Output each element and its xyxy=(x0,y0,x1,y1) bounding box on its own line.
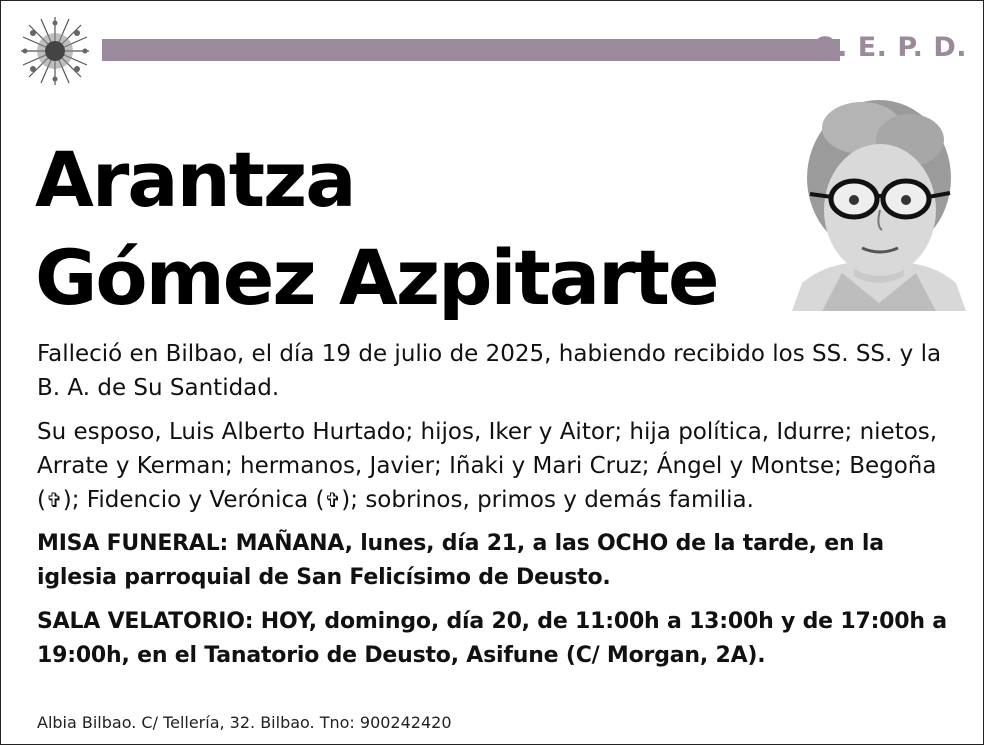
cross-ornament-icon xyxy=(13,13,97,89)
deceased-name xyxy=(35,131,718,327)
death-notice-text: Falleció en Bilbao, el día 19 de julio de 2025, habiendo recibido los SS. SS. y la B. A. de Su Santidad. xyxy=(37,341,942,401)
family-text-part3: ); sobrinos, primos y demás familia. xyxy=(341,487,754,513)
cross-icon: ✞ xyxy=(324,488,342,512)
header-bar xyxy=(102,39,840,61)
wake-room-text: SALA VELATORIO: HOY, domingo, día 20, de 11:00h a 13:00h y de 17:00h a 19:00h, en el Tanatorio de Deusto, Asifune (C/ Morgan, 2A). xyxy=(37,609,947,668)
family-text-part1: Su esposo, Luis Alberto Hurtado; hijos, Iker y Aitor; hija política, Idurre; nietos, Arrate y Kerman; hermanos, Javier; Iñaki y Mari Cruz; Ángel y Montse; Begoña ( xyxy=(37,419,938,513)
portrait-photo xyxy=(792,98,966,311)
qepd-heading: Q. E. P. D. xyxy=(813,32,967,63)
family-text xyxy=(37,415,957,517)
cross-icon: ✞ xyxy=(45,488,63,512)
family-text-part2: ); Fidencio y Verónica ( xyxy=(62,487,325,513)
funeral-agency-footer: Albia Bilbao. C/ Tellería, 32. Bilbao. Tno: 900242420 xyxy=(37,713,452,732)
funeral-mass-text: MISA FUNERAL: MAÑANA, lunes, día 21, a las OCHO de la tarde, en la iglesia parroquial de San Felicísimo de Deusto. xyxy=(37,531,884,590)
name-first-line: Arantza xyxy=(35,135,355,224)
notice-body xyxy=(37,337,957,683)
name-second-line: Gómez Azpitarte xyxy=(35,233,718,322)
